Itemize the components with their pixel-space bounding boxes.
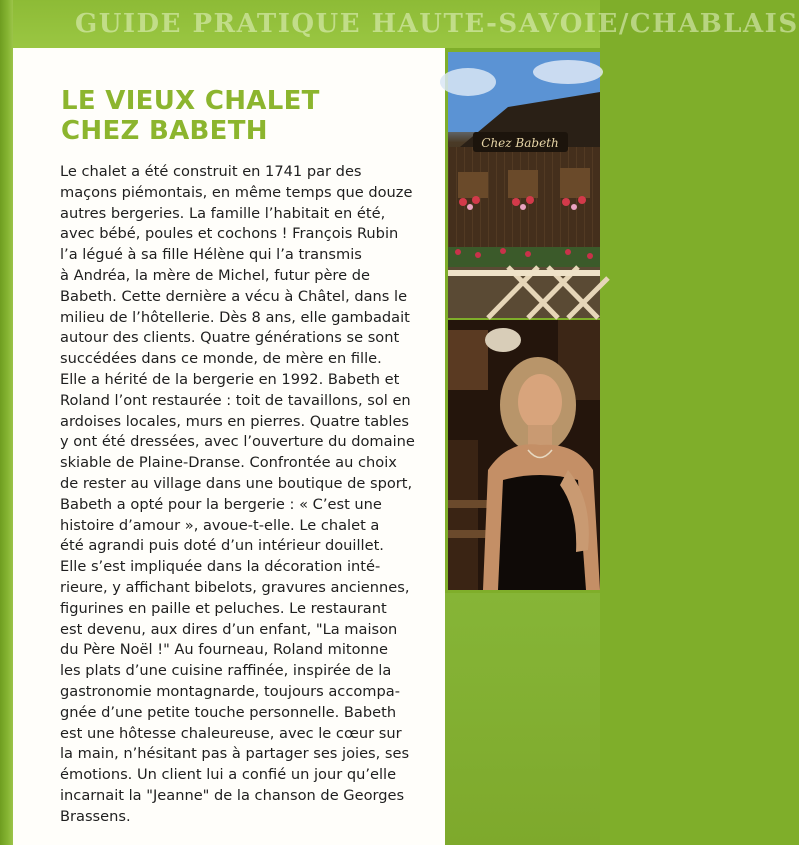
article-body-line: gastronomie montagnarde, toujours accompa- <box>60 682 400 700</box>
running-header-text: GUIDE PRATIQUE HAUTE-SAVOIE/CHABLAIS <box>75 9 799 39</box>
article-title-line-2: CHEZ BABETH <box>61 116 268 146</box>
article-body-line: émotions. Un client lui a confié un jour qu’elle <box>60 766 397 784</box>
article-body-line: l’a légué à sa fille Hélène qui l’a transmis <box>60 246 362 264</box>
article-body-line: skiable de Plaine-Dranse. Confrontée au choix <box>60 454 397 472</box>
article-body-line: la main, n’hésitant pas à partager ses joies, ses <box>60 745 410 763</box>
left-green-border <box>0 0 13 845</box>
article-body-line: autour des clients. Quatre générations se sont <box>60 329 400 347</box>
article-body-line: avec bébé, poules et cochons ! François Rubin <box>60 225 399 243</box>
article-body-line: histoire d’amour », avoue-t-elle. Le chalet a <box>60 516 380 534</box>
article-body-line: à Andréa, la mère de Michel, futur père de <box>60 266 370 284</box>
photo-column <box>445 48 600 845</box>
article-body-line: succédées dans ce monde, de mère en fille. <box>60 350 382 368</box>
article-body-line: Babeth. Cette dernière a vécu à Châtel, dans le <box>60 287 408 305</box>
babeth-portrait-photo <box>448 320 600 590</box>
article-body-line: milieu de l’hôtellerie. Dès 8 ans, elle gambadait <box>60 308 410 326</box>
article-body-line: rieure, y affichant bibelots, gravures anciennes, <box>60 578 410 596</box>
article-title <box>61 86 320 146</box>
article-body-line: gnée d’une petite touche personnelle. Babeth <box>60 703 397 721</box>
chalet-photo <box>448 52 600 318</box>
article-body-line: autres bergeries. La famille l’habitait en été, <box>60 204 386 222</box>
article-body-line: est une hôtesse chaleureuse, avec le cœur sur <box>60 724 402 742</box>
chalet-sign-text: Chez Babeth <box>481 136 559 150</box>
article-body-line: incarnait la "Jeanne" de la chanson de Georges <box>60 786 405 804</box>
running-header <box>13 0 799 50</box>
chalet-photo-illustration <box>448 52 600 318</box>
article-body-line: Roland l’ont restaurée : toit de tavaillons, sol en <box>60 391 411 409</box>
article-body-line: Brassens. <box>60 807 131 825</box>
article-body-line: ardoises locales, murs en pierres. Quatre tables <box>60 412 410 430</box>
article-body-line: figurines en paille et peluches. Le restaurant <box>60 599 387 617</box>
article-title-line-1: LE VIEUX CHALET <box>61 86 320 116</box>
article-page <box>13 48 445 845</box>
portrait-illustration <box>448 320 600 590</box>
article-body-line: Elle s’est impliquée dans la décoration inté- <box>60 558 381 576</box>
article-body-line: Le chalet a été construit en 1741 par des <box>60 163 362 180</box>
article-body-line: maçons piémontais, en même temps que douze <box>60 183 413 201</box>
article-body-line: du Père Noël !" Au fourneau, Roland mitonne <box>60 641 389 659</box>
article-body-line: été agrandi puis doté d’un intérieur douillet. <box>60 537 384 555</box>
article-body-line: les plats d’une cuisine raffinée, inspirée de la <box>60 662 392 680</box>
article-body-line: Babeth a opté pour la bergerie : « C’est une <box>60 495 382 513</box>
article-body <box>60 162 415 828</box>
article-body-line: Elle a hérité de la bergerie en 1992. Babeth et <box>60 370 400 388</box>
article-body-line: est devenu, aux dires d’un enfant, "La maison <box>60 620 398 638</box>
green-margin-fill <box>445 593 600 845</box>
article-body-line: y ont été dressées, avec l’ouverture du domaine <box>60 433 415 451</box>
article-body-line: de rester au village dans une boutique de sport, <box>60 474 413 492</box>
